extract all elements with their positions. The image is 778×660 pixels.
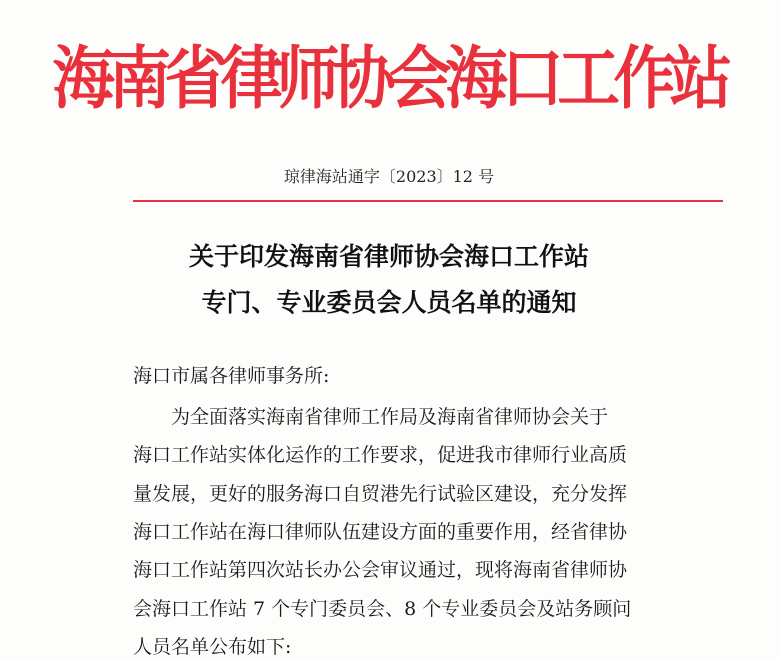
body-line: 会海口工作站 7 个专门委员会、8 个专业委员会及站务顾问 [133, 598, 632, 620]
salutation: 海口市属各律师事务所: [133, 365, 330, 387]
organization-header: 海南省律师协会海口工作站 [52, 40, 726, 119]
body-line: 人员名单公布如下: [133, 636, 292, 658]
body-line: 海口工作站第四次站长办公会审议通过，现将海南省律师协 [133, 559, 628, 581]
document-title-line-2: 专门、专业委员会人员名单的通知 [201, 288, 577, 317]
body-line: 海口工作站实体化运作的工作要求，促进我市律师行业高质 [133, 444, 628, 466]
document-number: 琼律海站通字〔2023〕12 号 [283, 167, 495, 186]
body-line: 量发展，更好的服务海口自贸港先行试验区建设，充分发挥 [133, 483, 628, 505]
red-divider [133, 200, 723, 202]
document-title-line-1: 关于印发海南省律师协会海口工作站 [188, 242, 589, 271]
body-line: 为全面落实海南省律师工作局及海南省律师协会关于 [171, 406, 609, 428]
body-line: 海口工作站在海口律师队伍建设方面的重要作用，经省律协 [133, 521, 628, 543]
